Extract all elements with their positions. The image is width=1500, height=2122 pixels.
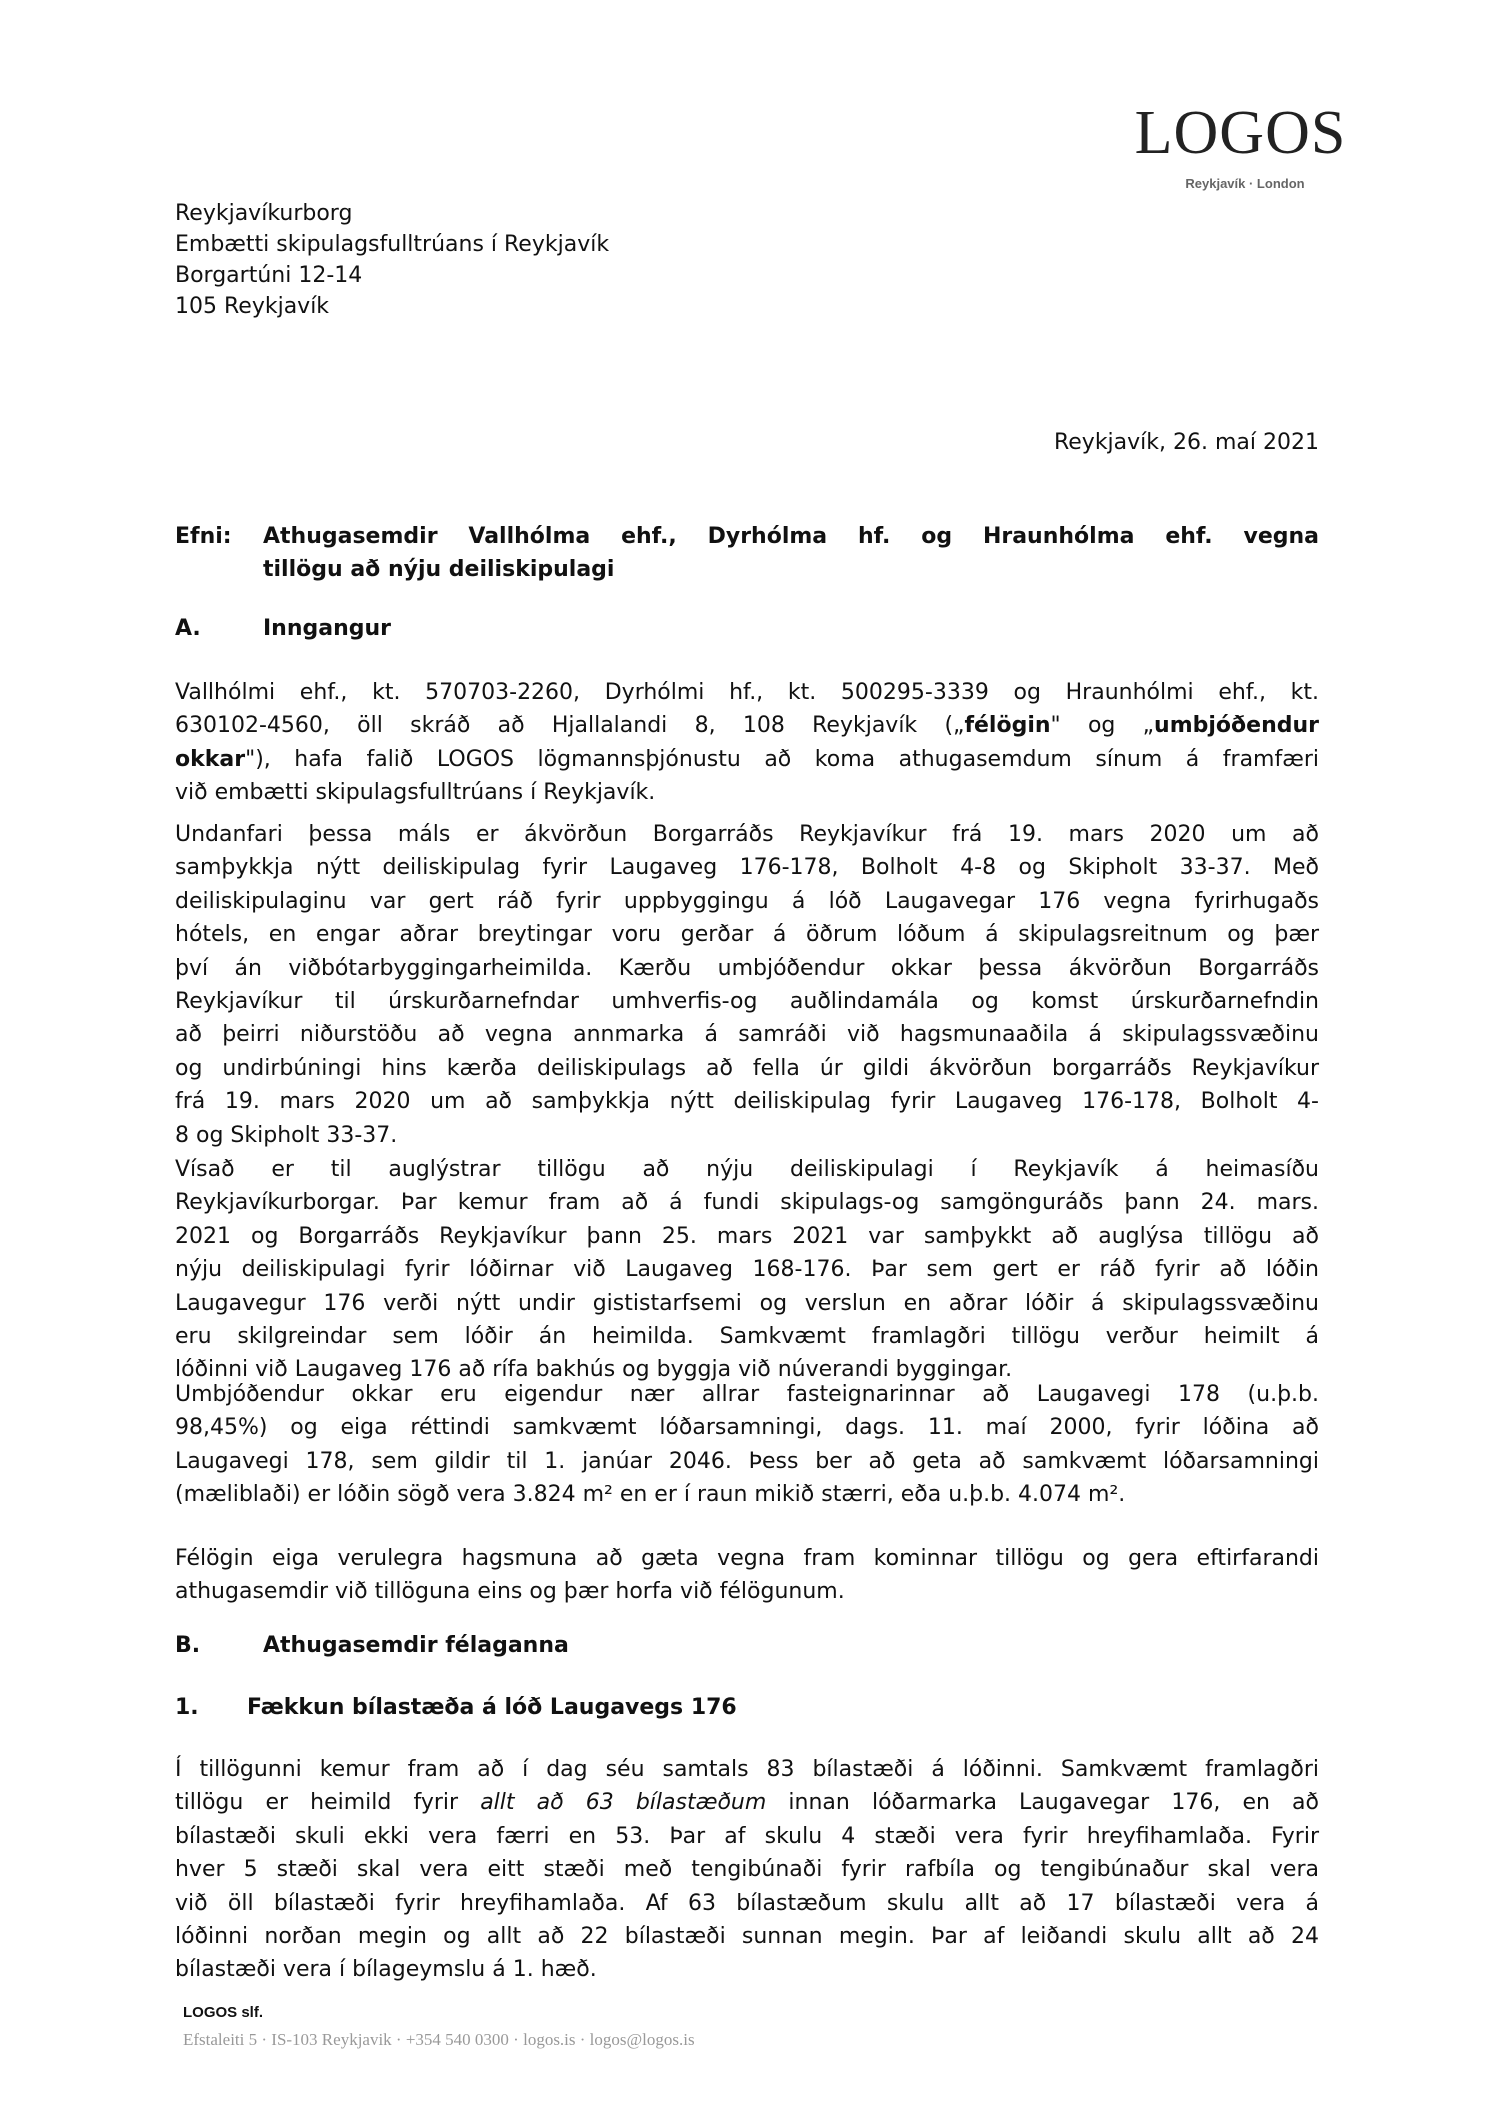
text: nýju deiliskipulagi fyrir lóðirnar við Laugaveg 168-176. Þar sem gert er ráð fyrir að lóðin [175,1257,1319,1283]
text: Í tillögunni kemur fram að í dag séu samtals 83 bílastæði á lóðinni. Samkvæmt framlagðri [175,1757,1319,1782]
bold-text: félögin [964,713,1051,739]
paragraph-line [175,1253,1319,1286]
text: bílastæði vera í bílageymslu á 1. hæð. [175,1957,597,1983]
paragraph-line [175,1920,1319,1953]
paragraph-line [175,1085,1319,1118]
text: Reykjavíkurborgar. Þar kemur fram að á fundi skipulags-og samgönguráðs þann 24. mars. [175,1190,1319,1216]
text: " og „ [1050,713,1155,739]
subject-line: Athugasemdir Vallhólma ehf., Dyrhólma hf. og Hraunhólma ehf. vegna [263,524,1319,549]
text: að þeirri niðurstöðu að vegna annmarka á samráði við hagsmunaaðila á skipulagssvæðinu [175,1022,1319,1048]
subject-heading [175,520,1319,583]
paragraph-line [175,952,1319,985]
paragraph-line [175,1478,1319,1511]
text: (mæliblaði) er lóðin sögð vera 3.824 m² en er í raun mikið stærri, eða u.þ.b. 4.074 m². [175,1482,1126,1508]
footer-contact: Efstaleiti 5 · IS-103 Reykjavik · +354 540 0300 · logos.is · logos@logos.is [183,2030,695,2049]
section-title: Athugasemdir félaganna [263,1633,569,1658]
paragraph [175,818,1319,1152]
section-label: A. [175,616,201,641]
text: Laugavegur 176 verði nýtt undir gististarfsemi og verslun en aðrar lóðir á skipulagssvæðinu [175,1290,1319,1316]
recipient-line: Embætti skipulagsfulltrúans í Reykjavík [175,232,610,257]
text: bílastæði skuli ekki vera færri en 53. Þar af skulu 4 stæði vera fyrir hreyfihamlaða. Fyrir [175,1823,1319,1849]
text: 8 og Skipholt 33-37. [175,1122,398,1148]
text: og undirbúningi hins kærða deiliskipulags að fella úr gildi ákvörðun borgarráðs Reykjavíkur [175,1055,1319,1081]
text: hver 5 stæði skal vera eitt stæði með tengibúnaði fyrir rafbíla og tengibúnaður skal vera [175,1857,1319,1883]
section-b-heading [175,1629,1319,1662]
paragraph-line [175,776,1319,809]
paragraph-line [175,676,1319,709]
section-label: 1. [175,1695,199,1720]
text: lóðinni norðan megin og allt að 22 bílastæði sunnan megin. Þar af leiðandi skulu allt að 24 [175,1924,1319,1950]
paragraph-line [175,1287,1319,1320]
text: Reykjavíkur til úrskurðarnefndar umhverfis-og auðlindamála og komst úrskurðarnefndin [175,989,1319,1015]
text: eru skilgreindar sem lóðir án heimilda. Samkvæmt framlagðri tillögu verður heimilt á [175,1324,1319,1350]
text: deiliskipulaginu var gert ráð fyrir uppbyggingu á lóð Laugavegar 176 vegna fyrirhugaðs [175,888,1319,914]
text: Félögin eiga verulegra hagsmuna að gæta vegna fram kominnar tillögu og gera eftirfarandi [175,1546,1319,1571]
paragraph-line [175,1119,1319,1152]
paragraph-line [175,1853,1319,1886]
section-a-heading [175,612,1319,645]
paragraph-line [175,1153,1319,1186]
paragraph-line [175,885,1319,918]
paragraph-line [175,1753,1319,1786]
paragraph-line [175,985,1319,1018]
text: við embætti skipulagsfulltrúans í Reykjavík. [175,780,656,806]
paragraph [175,1378,1319,1512]
paragraph-line [175,1018,1319,1051]
text: hótels, en engar aðrar breytingar voru gerðar á öðrum lóðum á skipulagsreitnum og þær [175,922,1319,948]
text: 2021 og Borgarráðs Reykjavíkur þann 25. mars 2021 var samþykkt að auglýsa tillögu að [175,1223,1319,1249]
paragraph-line [175,1320,1319,1353]
paragraph-line [175,1542,1319,1575]
paragraph [175,1753,1319,1987]
section-title: Inngangur [263,616,392,641]
paragraph-line [175,918,1319,951]
paragraph [175,676,1319,810]
paragraph-line [175,1575,1319,1608]
paragraph-line [175,1220,1319,1253]
footer-company: LOGOS slf. [183,2004,264,2021]
recipient-line: Reykjavíkurborg [175,201,353,226]
text: tillögu er heimild fyrir [175,1790,481,1816]
paragraph-line [175,1887,1319,1920]
bold-text: okkar [175,746,246,772]
logo-tagline: Reykjavík · London [1185,176,1305,191]
recipient-address [175,198,609,322]
paragraph-line [175,1186,1319,1219]
paragraph-line [175,1411,1319,1444]
text: 630102-4560, öll skráð að Hjallalandi 8, 108 Reykjavík („ [175,713,965,739]
section-label: B. [175,1633,201,1658]
text: Vísað er til auglýstrar tillögu að nýju deiliskipulagi í Reykjavík á heimasíðu [175,1157,1319,1182]
paragraph-line [175,1820,1319,1853]
letter-date: Reykjavík, 26. maí 2021 [1053,430,1319,455]
text: Laugavegi 178, sem gildir til 1. janúar 2046. Þess ber að geta að samkvæmt lóðarsamningi [175,1448,1319,1474]
italic-text: allt að 63 bílastæðum [480,1790,767,1816]
text: frá 19. mars 2020 um að samþykkja nýtt deiliskipulag fyrir Laugaveg 176-178, Bolholt 4- [175,1089,1319,1115]
paragraph-line [175,1786,1319,1819]
text: athugasemdir við tillöguna eins og þær horfa við félögunum. [175,1579,845,1605]
paragraph-line [175,1052,1319,1085]
paragraph-line [175,1378,1319,1411]
recipient-line: 105 Reykjavík [175,294,330,319]
text: 98,45%) og eiga réttindi samkvæmt lóðarsamningi, dags. 11. maí 2000, fyrir lóðina að [175,1415,1319,1441]
paragraph [175,1153,1319,1387]
text: "), hafa falið LOGOS lögmannsþjónustu að koma athugasemdum sínum á framfæri [245,746,1319,772]
bold-text: umbjóðendur [1154,713,1319,739]
subject-line: tillögu að nýju deiliskipulagi [263,557,615,583]
paragraph-line [175,818,1319,851]
text: Vallhólmi ehf., kt. 570703-2260, Dyrhólmi hf., kt. 500295-3339 og Hraunhólmi ehf., kt. [175,680,1319,705]
paragraph-line [175,1953,1319,1986]
paragraph-line [175,1445,1319,1478]
text: Undanfari þessa máls er ákvörðun Borgarráðs Reykjavíkur frá 19. mars 2020 um að [175,822,1319,847]
paragraph-line [175,851,1319,884]
paragraph-line [175,743,1319,776]
section-title: Fækkun bílastæða á lóð Laugavegs 176 [247,1695,737,1720]
text: við öll bílastæði fyrir hreyfihamlaða. Af 63 bílastæðum skulu allt að 17 bílastæði vera á [175,1890,1319,1916]
text: innan lóðarmarka Laugavegar 176, en að [766,1790,1319,1816]
text: lóðinni við Laugaveg 176 að rífa bakhús og byggja við núverandi byggingar. [175,1357,1013,1383]
subsection-1-heading [175,1691,1319,1724]
paragraph-line [175,709,1319,742]
recipient-line: Borgartúni 12-14 [175,263,363,288]
text: samþykkja nýtt deiliskipulag fyrir Laugaveg 176-178, Bolholt 4-8 og Skipholt 33-37. Með [175,855,1319,881]
logos-logo: LOGOS [1134,99,1347,167]
text: Umbjóðendur okkar eru eigendur nær allrar fasteignarinnar að Laugavegi 178 (u.þ.b. [175,1382,1319,1407]
subject-label: Efni: [175,524,232,549]
text: því án viðbótarbyggingarheimilda. Kærðu umbjóðendur okkar þessa ákvörðun Borgarráðs [175,955,1319,981]
paragraph [175,1542,1319,1609]
